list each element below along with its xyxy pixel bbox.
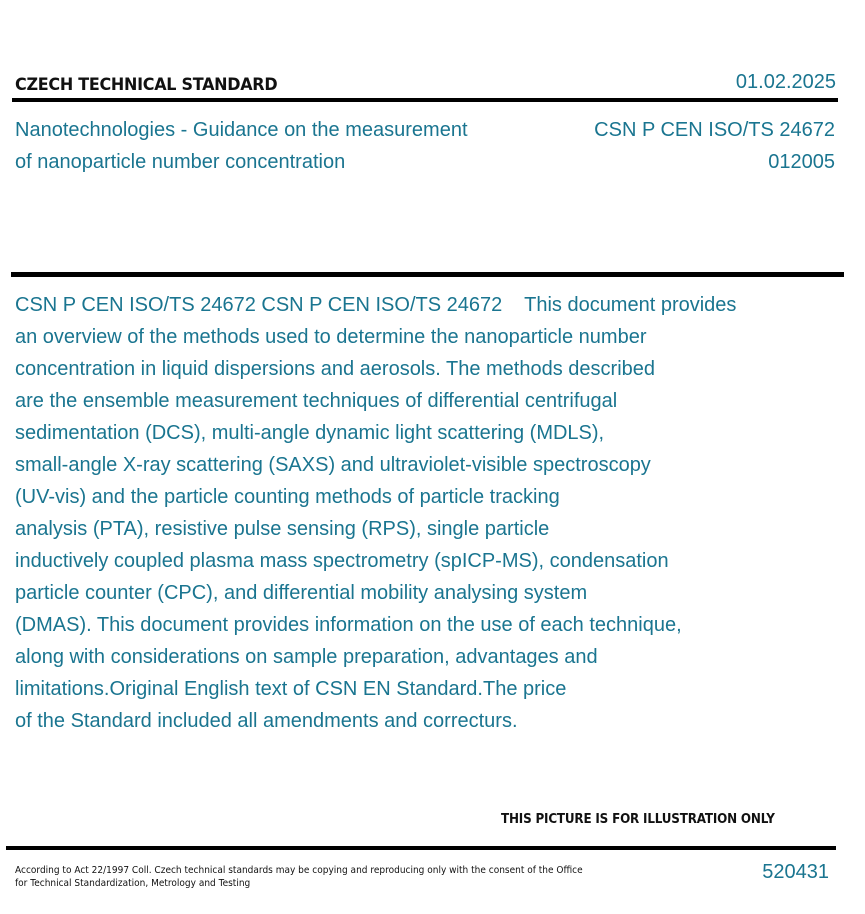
abstract-line: an overview of the methods used to determine the nanoparticle number bbox=[15, 326, 647, 348]
abstract-line: small-angle X-ray scattering (SAXS) and ultraviolet-visible spectroscopy bbox=[15, 454, 651, 476]
abstract-line: (DMAS). This document provides information on the use of each technique, bbox=[15, 614, 682, 636]
middle-divider bbox=[11, 272, 844, 277]
document-type-label: CZECH TECHNICAL STANDARD bbox=[15, 75, 278, 95]
standard-title-line-1: Nanotechnologies - Guidance on the measurement bbox=[15, 119, 468, 141]
abstract-line: (UV-vis) and the particle counting methods of particle tracking bbox=[15, 486, 560, 508]
abstract-line: inductively coupled plasma mass spectrometry (spICP-MS), condensation bbox=[15, 550, 669, 572]
top-divider bbox=[12, 98, 838, 102]
abstract-line: limitations.Original English text of CSN EN Standard.The price bbox=[15, 678, 567, 700]
standard-title bbox=[15, 114, 535, 178]
catalog-number: 520431 bbox=[762, 861, 829, 883]
copyright-line-1: According to Act 22/1997 Coll. Czech technical standards may be copying and reproducing only with the consent of the Office bbox=[15, 865, 583, 876]
standard-title-line-2: of nanoparticle number concentration bbox=[15, 151, 346, 173]
abstract-line: CSN P CEN ISO/TS 24672 CSN P CEN ISO/TS 24672 This document provides bbox=[15, 294, 737, 316]
standard-code: CSN P CEN ISO/TS 24672 bbox=[594, 119, 835, 141]
abstract-line: analysis (PTA), resistive pulse sensing (RPS), single particle bbox=[15, 518, 550, 540]
abstract-line: concentration in liquid dispersions and aerosols. The methods described bbox=[15, 358, 656, 380]
abstract-line: particle counter (CPC), and differential mobility analysing system bbox=[15, 582, 588, 604]
bottom-divider bbox=[6, 846, 836, 850]
abstract-line: are the ensemble measurement techniques of differential centrifugal bbox=[15, 390, 618, 412]
abstract-text bbox=[15, 289, 815, 737]
publication-date: 01.02.2025 bbox=[735, 71, 836, 93]
abstract-line: sedimentation (DCS), multi-angle dynamic light scattering (MDLS), bbox=[15, 422, 605, 444]
copyright-line-2: for Technical Standardization, Metrology and Testing bbox=[15, 878, 251, 889]
copyright-notice bbox=[15, 864, 583, 890]
abstract-line: along with considerations on sample preparation, advantages and bbox=[15, 646, 598, 668]
abstract-line: of the Standard included all amendments and correcturs. bbox=[15, 710, 518, 732]
standard-identifier bbox=[594, 114, 835, 178]
illustration-disclaimer: THIS PICTURE IS FOR ILLUSTRATION ONLY bbox=[501, 812, 775, 827]
standard-number: 012005 bbox=[768, 151, 835, 173]
